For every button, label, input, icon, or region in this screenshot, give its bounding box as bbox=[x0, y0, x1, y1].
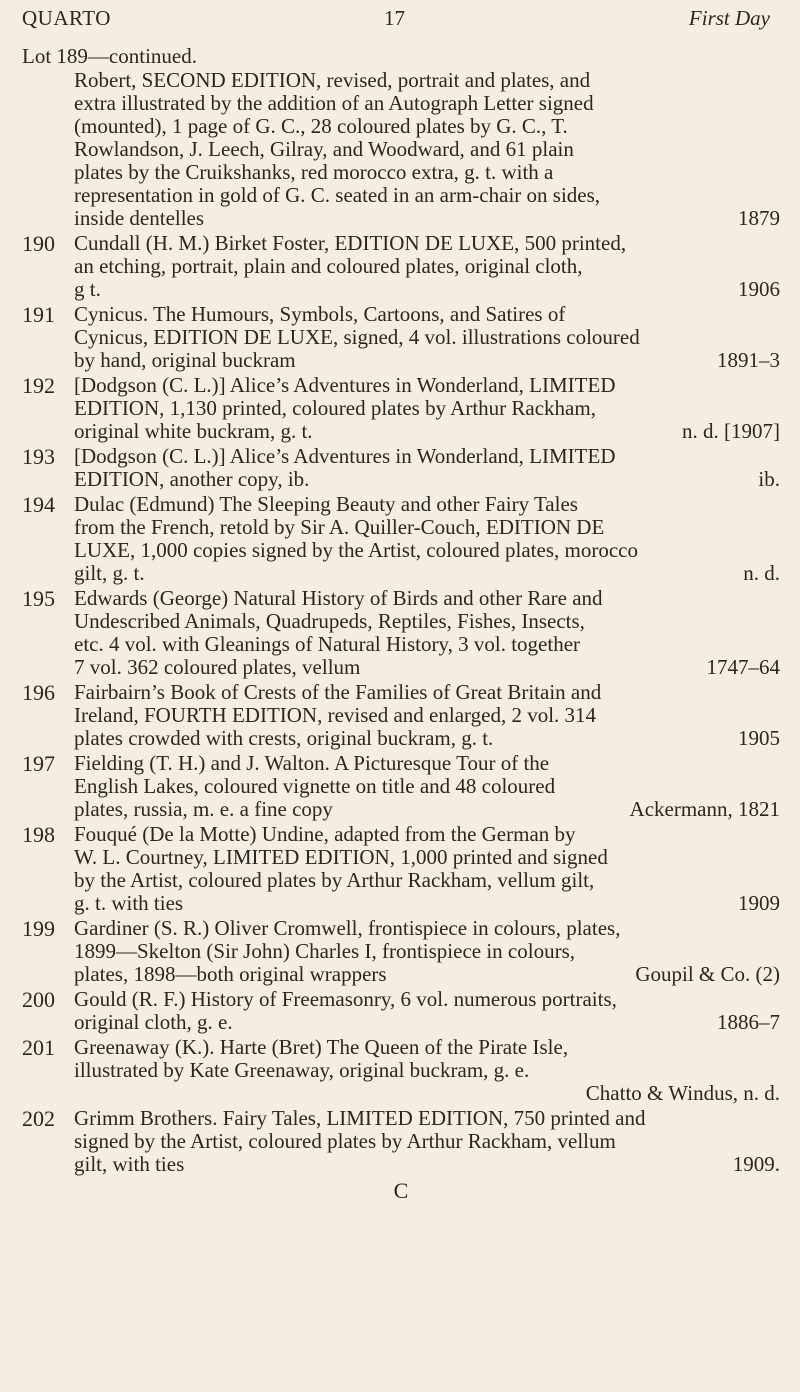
description-line: gilt, with ties bbox=[74, 1152, 185, 1176]
description-last-line bbox=[74, 207, 780, 230]
description-line: English Lakes, coloured vignette on title and 48 coloured bbox=[74, 774, 556, 798]
lot-number: 191 bbox=[22, 302, 55, 327]
description-line: Fairbairn’s Book of Crests of the Families of Great Britain and bbox=[74, 680, 602, 704]
lot-entry bbox=[22, 988, 780, 1034]
description-last-line bbox=[74, 892, 780, 915]
lot-description bbox=[74, 374, 780, 443]
lot-number: 190 bbox=[22, 231, 55, 256]
description-last-line bbox=[74, 798, 780, 821]
description-line: Cynicus, EDITION DE LUXE, signed, 4 vol. illustrations coloured bbox=[74, 325, 640, 349]
description-line: gilt, g. t. bbox=[74, 561, 145, 585]
imprint-date: Goupil & Co. (2) bbox=[635, 962, 780, 986]
description-last-line bbox=[74, 468, 780, 491]
description-line: plates, 1898—both original wrappers bbox=[74, 962, 387, 986]
imprint-date: 1886–7 bbox=[717, 1010, 780, 1034]
lot-entry bbox=[22, 823, 780, 915]
lot-description bbox=[74, 232, 780, 301]
lot-list bbox=[22, 69, 780, 1176]
lot-number: 198 bbox=[22, 822, 55, 847]
lot-entry bbox=[22, 752, 780, 821]
imprint-date: Ackermann, 1821 bbox=[629, 797, 780, 821]
description-line: EDITION, 1,130 printed, coloured plates by Arthur Rackham, bbox=[74, 396, 596, 420]
description-last-line bbox=[74, 278, 780, 301]
description-line: an etching, portrait, plain and coloured plates, original cloth, bbox=[74, 254, 583, 278]
imprint-date: Chatto & Windus, n. d. bbox=[585, 1081, 780, 1105]
description-last-line bbox=[74, 349, 780, 372]
description-line: g t. bbox=[74, 277, 101, 301]
description-line: by the Artist, coloured plates by Arthur Rackham, vellum gilt, bbox=[74, 868, 595, 892]
description-line: Dulac (Edmund) The Sleeping Beauty and other Fairy Tales bbox=[74, 492, 578, 516]
imprint-date: 1891–3 bbox=[717, 348, 780, 372]
page-number: 17 bbox=[384, 6, 405, 30]
description-line: original cloth, g. e. bbox=[74, 1010, 233, 1034]
lot-entry bbox=[22, 587, 780, 679]
lot-description bbox=[74, 823, 780, 915]
description-line: original white buckram, g. t. bbox=[74, 419, 313, 443]
description-line: plates, russia, m. e. a fine copy bbox=[74, 797, 333, 821]
description-line: Edwards (George) Natural History of Birds and other Rare and bbox=[74, 586, 603, 610]
description-line: signed by the Artist, coloured plates by Arthur Rackham, vellum bbox=[74, 1129, 616, 1153]
description-last-line bbox=[74, 1153, 780, 1176]
imprint-date: 1879 bbox=[738, 206, 780, 230]
description-line: LUXE, 1,000 copies signed by the Artist, coloured plates, morocco bbox=[74, 538, 638, 562]
lot-description bbox=[74, 752, 780, 821]
description-line: 1899—Skelton (Sir John) Charles I, frontispiece in colours, bbox=[74, 939, 576, 963]
lot-number: 192 bbox=[22, 373, 55, 398]
lot-number bbox=[22, 69, 74, 230]
lot-number: 193 bbox=[22, 444, 55, 469]
description-line: Fielding (T. H.) and J. Walton. A Picturesque Tour of the bbox=[74, 751, 550, 775]
description-line: EDITION, another copy, ib. bbox=[74, 467, 310, 491]
lot-entry bbox=[22, 1036, 780, 1105]
description-line: from the French, retold by Sir A. Quiller-Couch, EDITION DE bbox=[74, 515, 605, 539]
lot-description bbox=[74, 1036, 780, 1105]
lot-description bbox=[74, 303, 780, 372]
lot-number: 201 bbox=[22, 1035, 55, 1060]
description-line: illustrated by Kate Greenaway, original buckram, g. e. bbox=[74, 1058, 530, 1082]
header-day: First Day bbox=[688, 6, 770, 30]
lot-number: 202 bbox=[22, 1106, 55, 1131]
lot-description bbox=[74, 587, 780, 679]
description-line: Gardiner (S. R.) Oliver Cromwell, frontispiece in colours, plates, bbox=[74, 916, 621, 940]
lot-entry bbox=[22, 445, 780, 491]
lot-entry bbox=[22, 1107, 780, 1176]
signature-mark: C bbox=[393, 1178, 409, 1203]
description-last-line bbox=[74, 1011, 780, 1034]
imprint-date: 1906 bbox=[738, 277, 780, 301]
lot-number: 195 bbox=[22, 586, 55, 611]
lot-entry bbox=[22, 681, 780, 750]
description-line: plates crowded with crests, original buckram, g. t. bbox=[74, 726, 494, 750]
lot-label: Lot 189 bbox=[22, 44, 88, 68]
lot-description bbox=[74, 445, 780, 491]
imprint-date: n. d. bbox=[743, 561, 780, 585]
description-line: g. t. with ties bbox=[74, 891, 184, 915]
page-header bbox=[22, 0, 780, 40]
lot-number: 200 bbox=[22, 987, 55, 1012]
lot-description bbox=[74, 988, 780, 1034]
description-line: representation in gold of G. C. seated in an arm-chair on sides, bbox=[74, 183, 601, 207]
description-line: plates by the Cruikshanks, red morocco extra, g. t. with a bbox=[74, 160, 554, 184]
description-line: Ireland, FOURTH EDITION, revised and enlarged, 2 vol. 314 bbox=[74, 703, 597, 727]
imprint-date: n. d. [1907] bbox=[682, 419, 780, 443]
imprint-date: ib. bbox=[758, 467, 780, 491]
lot-description bbox=[74, 917, 780, 986]
description-last-line bbox=[74, 420, 780, 443]
imprint-date: 1747–64 bbox=[706, 655, 780, 679]
description-line: (mounted), 1 page of G. C., 28 coloured plates by G. C., T. bbox=[74, 114, 568, 138]
lot-number: 197 bbox=[22, 751, 55, 776]
description-line: inside dentelles bbox=[74, 206, 205, 230]
continued-label: —continued. bbox=[87, 44, 197, 68]
description-line: W. L. Courtney, LIMITED EDITION, 1,000 printed and signed bbox=[74, 845, 608, 869]
imprint-date: 1905 bbox=[738, 726, 780, 750]
description-line: Greenaway (K.). Harte (Bret) The Queen of the Pirate Isle, bbox=[74, 1035, 569, 1059]
lot-continued-heading bbox=[22, 44, 780, 69]
description-line: Robert, SECOND EDITION, revised, portrait and plates, and bbox=[74, 68, 591, 92]
description-line: extra illustrated by the addition of an Autograph Letter signed bbox=[74, 91, 594, 115]
description-line: Grimm Brothers. Fairy Tales, LIMITED EDITION, 750 printed and bbox=[74, 1106, 646, 1130]
description-line: 7 vol. 362 coloured plates, vellum bbox=[74, 655, 361, 679]
lot-entry bbox=[22, 493, 780, 585]
description-last-line bbox=[74, 562, 780, 585]
lot-entry bbox=[22, 917, 780, 986]
description-line: Cynicus. The Humours, Symbols, Cartoons, and Satires of bbox=[74, 302, 566, 326]
header-section: QUARTO bbox=[22, 6, 111, 30]
description-line: Gould (R. F.) History of Freemasonry, 6 vol. numerous portraits, bbox=[74, 987, 617, 1011]
lot-description bbox=[74, 493, 780, 585]
description-line: etc. 4 vol. with Gleanings of Natural History, 3 vol. together bbox=[74, 632, 581, 656]
lot-entry bbox=[22, 303, 780, 372]
description-line: [Dodgson (C. L.)] Alice’s Adventures in Wonderland, LIMITED bbox=[74, 373, 616, 397]
lot-number: 194 bbox=[22, 492, 55, 517]
description-line: Rowlandson, J. Leech, Gilray, and Woodward, and 61 plain bbox=[74, 137, 574, 161]
description-line: Fouqué (De la Motte) Undine, adapted from the German by bbox=[74, 822, 576, 846]
lot-description bbox=[74, 681, 780, 750]
lot-number: 196 bbox=[22, 680, 55, 705]
description-line: by hand, original buckram bbox=[74, 348, 296, 372]
description-last-line bbox=[74, 963, 780, 986]
description-line: Cundall (H. M.) Birket Foster, EDITION DE LUXE, 500 printed, bbox=[74, 231, 627, 255]
lot-description bbox=[74, 69, 780, 230]
lot-entry bbox=[22, 232, 780, 301]
lot-description bbox=[74, 1107, 780, 1176]
lot-number: 199 bbox=[22, 916, 55, 941]
lot-entry bbox=[22, 374, 780, 443]
imprint-date: 1909. bbox=[732, 1152, 780, 1176]
lot-entry bbox=[22, 69, 780, 230]
description-line: [Dodgson (C. L.)] Alice’s Adventures in Wonderland, LIMITED bbox=[74, 444, 616, 468]
imprint-date: 1909 bbox=[738, 891, 780, 915]
description-last-line bbox=[74, 656, 780, 679]
description-line: Undescribed Animals, Quadrupeds, Reptiles, Fishes, Insects, bbox=[74, 609, 585, 633]
description-last-line bbox=[74, 727, 780, 750]
